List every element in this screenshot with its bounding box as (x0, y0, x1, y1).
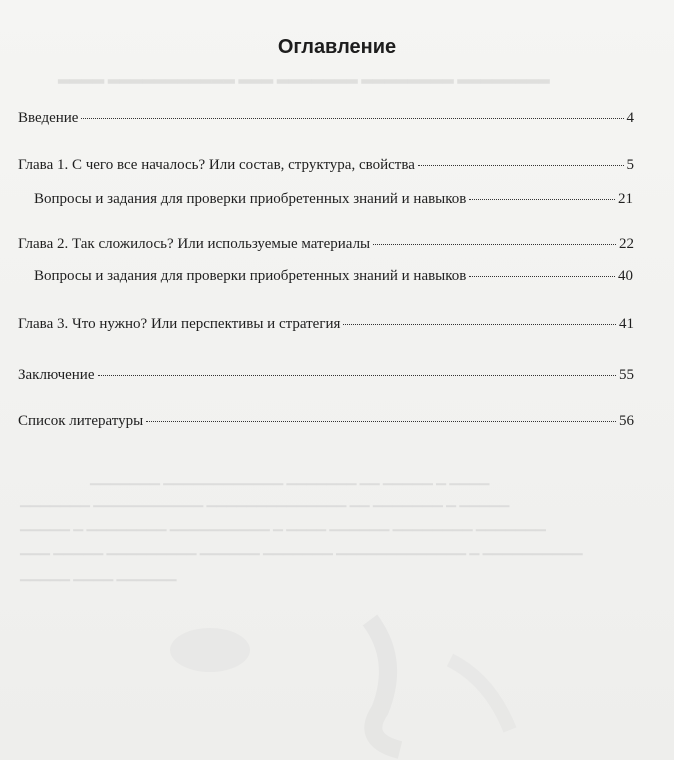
toc-entry-page: 56 (619, 413, 634, 429)
toc-entry-page: 22 (619, 236, 634, 252)
toc-entry-label: Заключение (18, 367, 95, 383)
dot-leader (81, 118, 623, 119)
dot-leader (469, 199, 615, 200)
dot-leader (343, 324, 616, 325)
bleed-through-line: ▁▁▁▁▁ ▁▁▁▁ ▁▁▁▁▁▁ (20, 566, 177, 581)
toc-entry-page: 55 (619, 367, 634, 383)
background-smudge (120, 590, 580, 760)
toc-entry-label: Глава 1. С чего все началось? Или состав, структура, свойства (18, 157, 415, 173)
toc-entry-label: Глава 2. Так сложилось? Или используемые материалы (18, 236, 371, 252)
toc-entry-chapter-2[interactable] (18, 236, 634, 256)
dot-leader (373, 244, 616, 245)
toc-entry-page: 21 (618, 191, 633, 207)
bleed-through-line: ▁▁▁▁▁▁▁ ▁▁▁▁▁▁▁▁▁▁▁ ▁▁▁▁▁▁▁▁▁▁▁▁▁▁ ▁▁ ▁▁▁▁▁▁▁ ▁ ▁▁▁▁▁ (20, 492, 510, 507)
toc-entry-chapter-2-questions[interactable] (34, 268, 633, 288)
toc-entry-page: 41 (619, 316, 634, 332)
dot-leader (98, 375, 617, 376)
toc-entry-page: 5 (626, 157, 634, 173)
toc-entry-label: Вопросы и задания для проверки приобретенных знаний и навыков (34, 268, 467, 284)
bleed-through-line: ▂▂▂▂ ▂▂▂▂▂▂▂▂▂▂▂ ▂▂▂ ▂▂▂▂▂▂▂ ▂▂▂▂▂▂▂▂ ▂▂▂▂▂▂▂▂ (58, 68, 550, 84)
toc-entry-label: Вопросы и задания для проверки приобретенных знаний и навыков (34, 191, 467, 207)
dot-leader (146, 421, 616, 422)
dot-leader (418, 165, 624, 166)
dot-leader (469, 276, 615, 277)
toc-entry-label: Глава 3. Что нужно? Или перспективы и стратегия (18, 316, 341, 332)
bleed-through-line: ▁▁▁▁▁▁▁ ▁▁▁▁▁▁▁▁▁▁▁▁ ▁▁▁▁▁▁▁ ▁▁ ▁▁▁▁▁ ▁ ▁▁▁▁ (90, 470, 490, 485)
toc-entry-chapter-1[interactable] (18, 157, 634, 177)
bleed-through-line: ▁▁▁▁▁ ▁ ▁▁▁▁▁▁▁▁ ▁▁▁▁▁▁▁▁▁▁ ▁ ▁▁▁▁ ▁▁▁▁▁▁ ▁▁▁▁▁▁▁▁ ▁▁▁▁▁▁▁ (20, 516, 546, 531)
toc-entry-references[interactable] (18, 413, 634, 433)
toc-title: Оглавление (277, 36, 397, 58)
toc-entry-chapter-1-questions[interactable] (34, 191, 633, 211)
toc-entry-introduction[interactable] (18, 110, 634, 130)
toc-entry-page: 40 (618, 268, 633, 284)
toc-entry-page: 4 (626, 110, 634, 126)
toc-entry-chapter-3[interactable] (18, 316, 634, 336)
toc-entry-label: Введение (18, 110, 79, 126)
bleed-through-line: ▁▁▁ ▁▁▁▁▁ ▁▁▁▁▁▁▁▁▁ ▁▁▁▁▁▁ ▁▁▁▁▁▁▁ ▁▁▁▁▁▁▁▁▁▁▁▁▁ ▁ ▁▁▁▁▁▁▁▁▁▁ (20, 540, 583, 555)
toc-entry-label: Список литературы (18, 413, 144, 429)
toc-entry-conclusion[interactable] (18, 367, 634, 387)
